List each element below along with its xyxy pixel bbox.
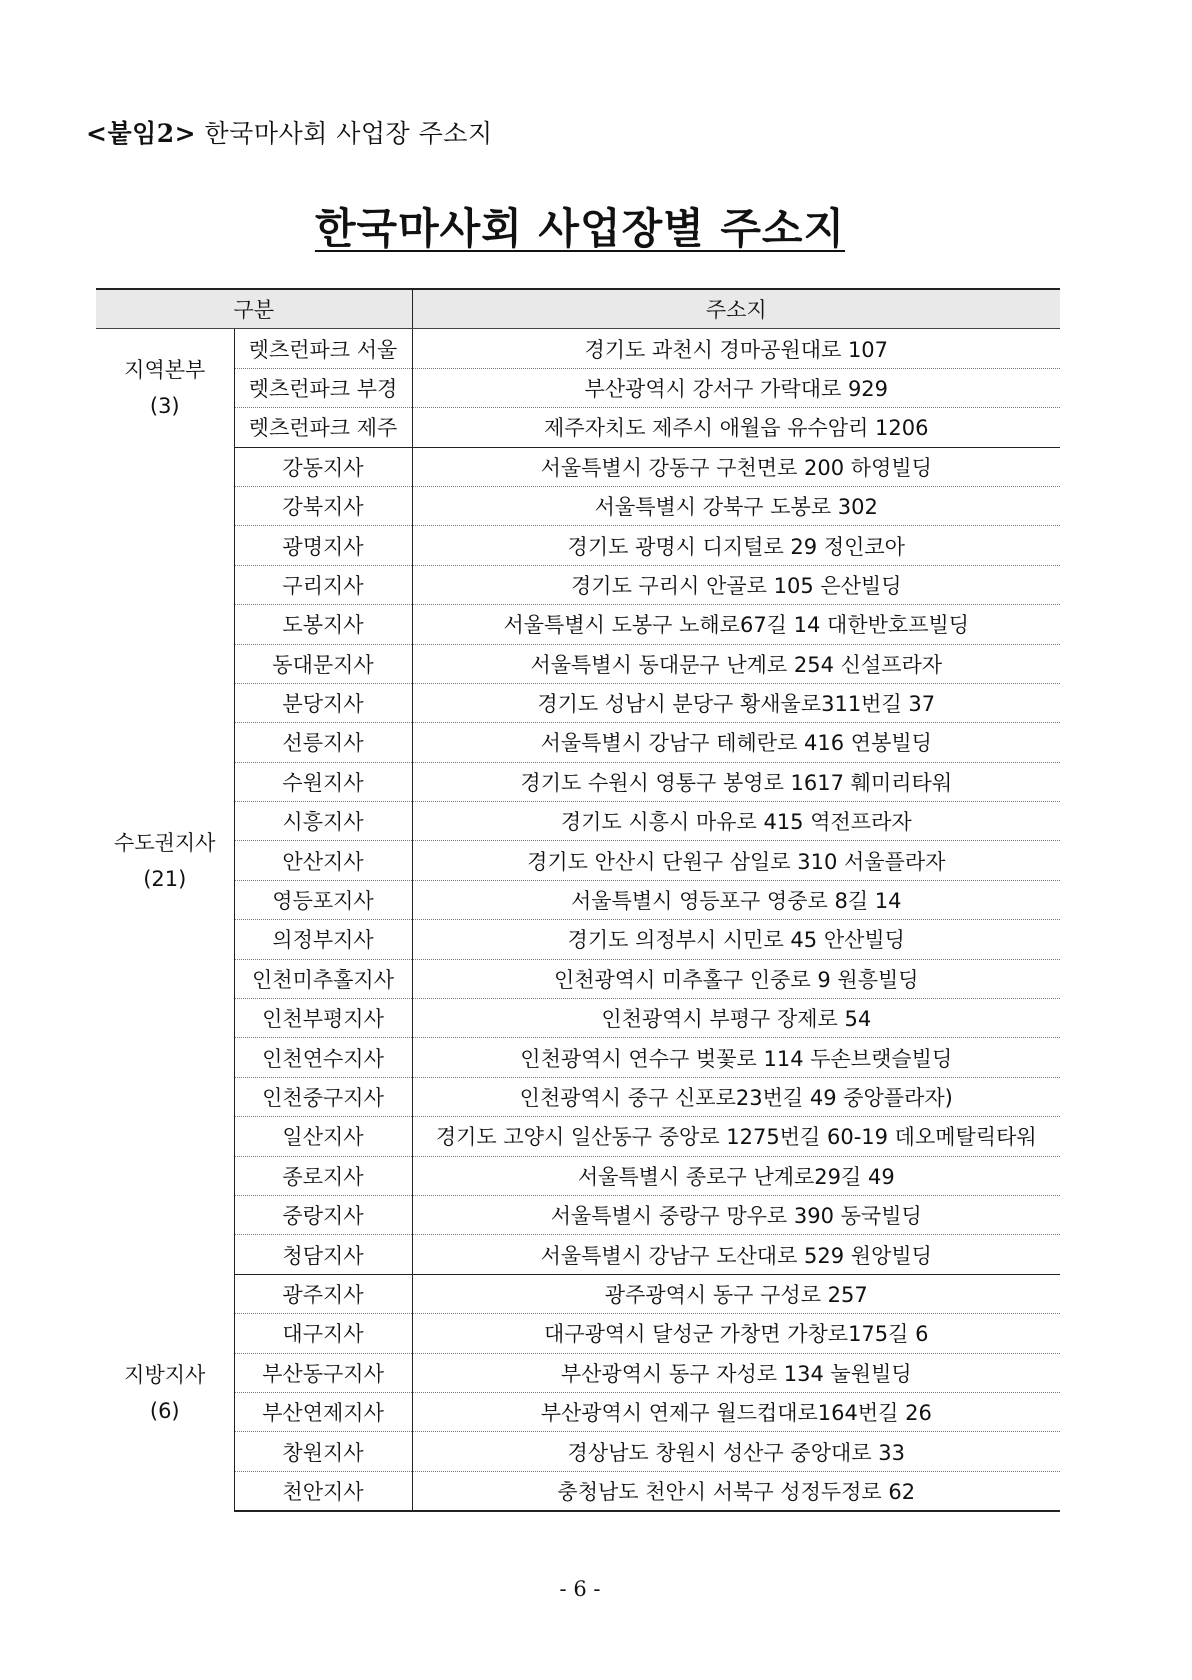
branch-address: 서울특별시 강남구 도산대로 529 원앙빌딩 [412,1235,1060,1274]
table-row [96,1235,1060,1274]
branch-name: 영등포지사 [234,880,412,919]
branch-address: 경기도 성남시 분당구 황새울로311번길 37 [412,683,1060,722]
branch-address: 서울특별시 강남구 테헤란로 416 연봉빌딩 [412,723,1060,762]
branch-address: 충청남도 천안시 서북구 성정두정로 62 [412,1471,1060,1511]
branch-name: 부산연제지사 [234,1392,412,1431]
branch-address: 서울특별시 도봉구 노해로67길 14 대한반호프빌딩 [412,605,1060,644]
table-row [96,762,1060,801]
group-count: (6) [149,1398,180,1423]
table-body [96,329,1060,1511]
table-row [96,1432,1060,1471]
table-row [96,1077,1060,1116]
table-row [96,526,1060,565]
branch-address: 인천광역시 미추홀구 인중로 9 원흥빌딩 [412,959,1060,998]
branch-name: 일산지사 [234,1117,412,1156]
branch-name: 광주지사 [234,1274,412,1313]
table-row [96,841,1060,880]
branch-address: 경기도 광명시 디지털로 29 정인코아 [412,526,1060,565]
group-name: 지역본부 [124,358,206,383]
branch-name: 수원지사 [234,762,412,801]
branch-name: 중랑지사 [234,1195,412,1234]
table-row [96,408,1060,447]
branch-address: 서울특별시 동대문구 난계로 254 신설프라자 [412,644,1060,683]
branch-address: 광주광역시 동구 구성로 257 [412,1274,1060,1313]
group-cell [96,1274,234,1511]
branch-address: 인천광역시 연수구 벚꽃로 114 두손브랫슬빌딩 [412,1038,1060,1077]
table-row [96,802,1060,841]
branch-name: 시흥지사 [234,802,412,841]
group-cell [96,447,234,1274]
attachment-heading [86,114,493,150]
branch-name: 창원지사 [234,1432,412,1471]
table-row [96,1156,1060,1195]
table-row [96,1195,1060,1234]
group-cell [96,329,234,447]
table-row [96,1117,1060,1156]
header-category: 구분 [96,289,412,329]
branch-name: 분당지사 [234,683,412,722]
branch-address: 경기도 안산시 단원구 삼일로 310 서울플라자 [412,841,1060,880]
group-name: 지방지사 [124,1362,206,1387]
branch-name: 선릉지사 [234,723,412,762]
branch-address: 부산광역시 강서구 가락대로 929 [412,368,1060,407]
table-row [96,1471,1060,1511]
branch-name: 인천부평지사 [234,999,412,1038]
branch-name: 동대문지사 [234,644,412,683]
table-row [96,447,1060,486]
document-title [0,196,1160,256]
table-row [96,1392,1060,1431]
attachment-text: 한국마사회 사업장 주소지 [204,119,493,148]
branch-address: 인천광역시 부평구 장제로 54 [412,999,1060,1038]
table-row [96,683,1060,722]
table-row [96,486,1060,525]
branch-address: 경기도 시흥시 마유로 415 역전프라자 [412,802,1060,841]
branch-name: 렛츠런파크 서울 [234,329,412,368]
table-row [96,565,1060,604]
branch-address: 부산광역시 동구 자성로 134 눌원빌딩 [412,1353,1060,1392]
branch-name: 대구지사 [234,1314,412,1353]
branch-address: 경기도 고양시 일산동구 중앙로 1275번길 60-19 데오메탈릭타워 [412,1117,1060,1156]
branch-address: 경기도 과천시 경마공원대로 107 [412,329,1060,368]
table-row [96,644,1060,683]
branch-address: 대구광역시 달성군 가창면 가창로175길 6 [412,1314,1060,1353]
branch-name: 인천미추홀지사 [234,959,412,998]
table-row [96,368,1060,407]
table-row [96,723,1060,762]
branch-address: 서울특별시 중랑구 망우로 390 동국빌딩 [412,1195,1060,1234]
branch-address: 서울특별시 강동구 구천면로 200 하영빌딩 [412,447,1060,486]
branch-name: 부산동구지사 [234,1353,412,1392]
table-row [96,605,1060,644]
table-header-row [96,289,1060,329]
branch-address: 서울특별시 강북구 도봉로 302 [412,486,1060,525]
branch-name: 안산지사 [234,841,412,880]
table-row [96,1038,1060,1077]
table-row [96,999,1060,1038]
branch-address: 경기도 구리시 안골로 105 은산빌딩 [412,565,1060,604]
branch-name: 강동지사 [234,447,412,486]
branch-name: 의정부지사 [234,920,412,959]
branch-name: 렛츠런파크 부경 [234,368,412,407]
branch-name: 도봉지사 [234,605,412,644]
page-number: - 6 - [559,1577,601,1601]
branch-address: 서울특별시 종로구 난계로29길 49 [412,1156,1060,1195]
table-row [96,959,1060,998]
table-row [96,1314,1060,1353]
table-row [96,329,1060,368]
branch-name: 광명지사 [234,526,412,565]
branch-address: 경상남도 창원시 성산구 중앙대로 33 [412,1432,1060,1471]
branch-address: 경기도 수원시 영통구 봉영로 1617 훼미리타워 [412,762,1060,801]
branch-address: 서울특별시 영등포구 영중로 8길 14 [412,880,1060,919]
branch-name: 렛츠런파크 제주 [234,408,412,447]
branch-name: 종로지사 [234,1156,412,1195]
table-row [96,1353,1060,1392]
branch-name: 강북지사 [234,486,412,525]
attachment-tag: <붙임2> [86,119,197,148]
branch-name: 천안지사 [234,1471,412,1511]
branch-name: 청담지사 [234,1235,412,1274]
group-count: (3) [149,394,180,419]
table-row [96,1274,1060,1313]
document-title-text: 한국마사회 사업장별 주소지 [314,204,846,253]
branch-address: 부산광역시 연제구 월드컵대로164번길 26 [412,1392,1060,1431]
address-table [96,288,1060,1512]
branch-name: 인천중구지사 [234,1077,412,1116]
branch-address: 제주자치도 제주시 애월읍 유수암리 1206 [412,408,1060,447]
header-address: 주소지 [412,289,1060,329]
group-name: 수도권지사 [114,830,216,855]
branch-address: 경기도 의정부시 시민로 45 안산빌딩 [412,920,1060,959]
branch-name: 구리지사 [234,565,412,604]
table-row [96,880,1060,919]
branch-name: 인천연수지사 [234,1038,412,1077]
group-count: (21) [143,866,187,891]
branch-address: 인천광역시 중구 신포로23번길 49 중앙플라자) [412,1077,1060,1116]
table-row [96,920,1060,959]
